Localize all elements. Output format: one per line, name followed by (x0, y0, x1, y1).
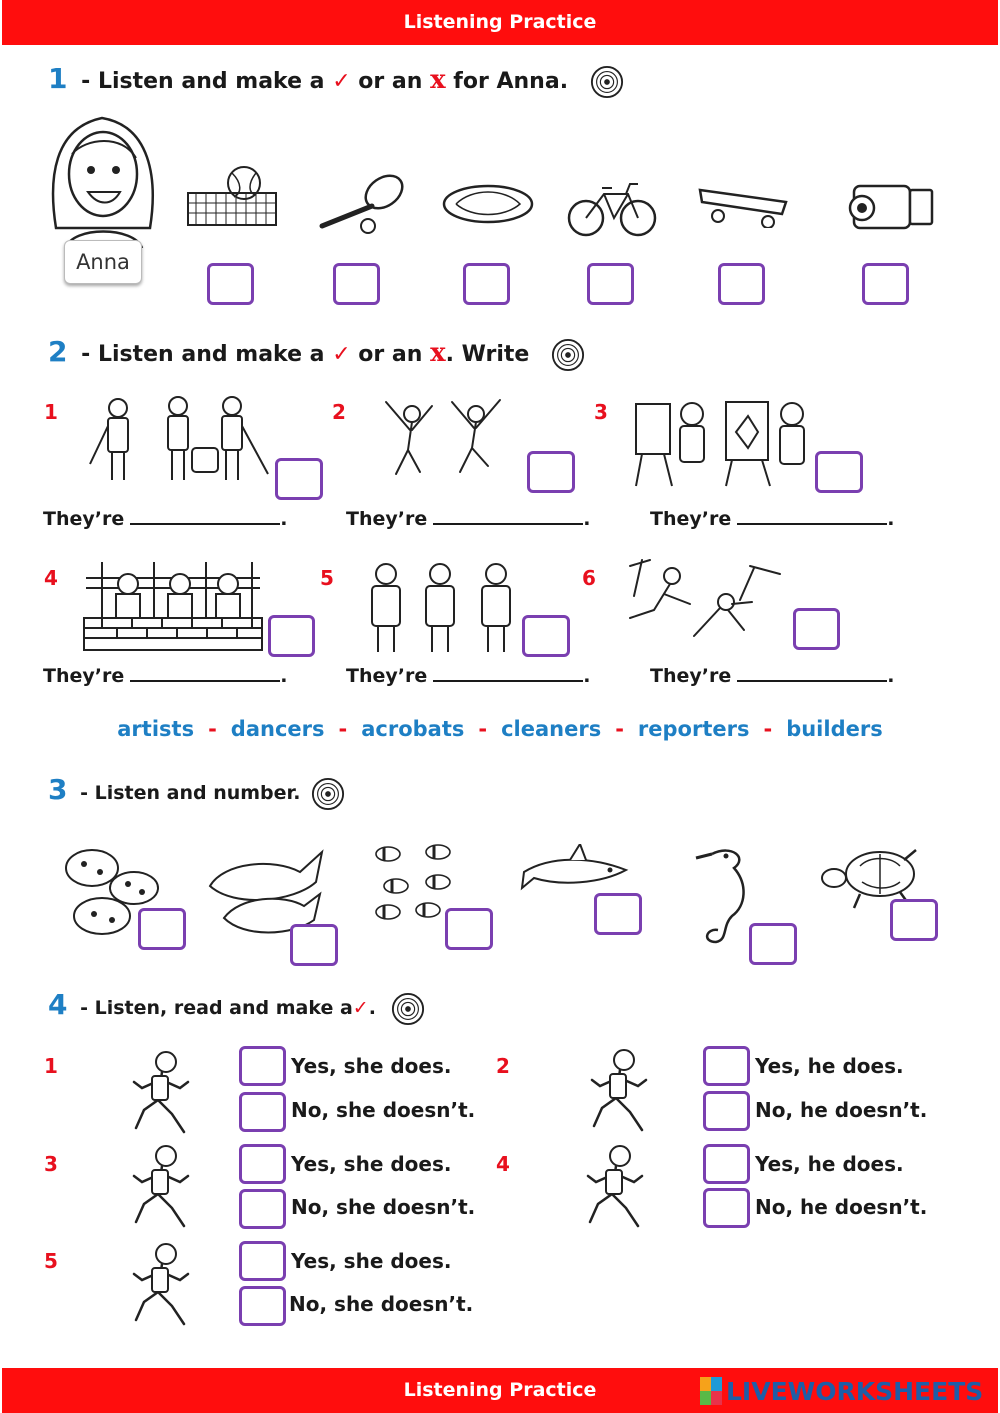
answer-box[interactable] (275, 458, 323, 500)
bicycle-picture (566, 178, 658, 238)
number-box[interactable] (594, 893, 642, 935)
sentence-line (43, 508, 287, 530)
write-blank[interactable] (737, 666, 887, 682)
item-number: 5 (320, 566, 334, 590)
sentence-suffix: . (280, 665, 288, 687)
number-box[interactable] (890, 899, 938, 941)
answer-box[interactable] (815, 451, 863, 493)
word-bank-item: dancers (230, 717, 325, 741)
sentence-prefix: They’re (346, 665, 428, 687)
sentence-prefix: They’re (650, 665, 732, 687)
no-answer: No, she doesn’t. (291, 1195, 476, 1219)
no-checkbox[interactable] (239, 1092, 286, 1132)
section-4-text: - Listen, read and make a (80, 997, 353, 1019)
anna-girl-picture (46, 108, 160, 248)
section-2-text-a: - Listen and make a (81, 342, 325, 367)
sentence-suffix: . (583, 508, 591, 530)
yes-answer: Yes, he does. (755, 1152, 904, 1176)
video-camera-picture (844, 178, 936, 234)
sentence-suffix: . (280, 508, 288, 530)
cd-audio-icon[interactable] (311, 777, 345, 811)
word-bank-item: cleaners (501, 717, 602, 741)
no-checkbox[interactable] (239, 1286, 286, 1326)
logo-squares-icon (700, 1377, 722, 1405)
section-2-number: 2 (48, 335, 68, 368)
no-checkbox[interactable] (703, 1188, 750, 1228)
skateboard-picture (696, 180, 792, 228)
number-box[interactable] (749, 923, 797, 965)
running-girl-picture (122, 1142, 202, 1232)
word-bank-separator: - (478, 717, 488, 741)
section-1-text-a: - Listen and make a (81, 69, 325, 94)
item-number: 3 (44, 1152, 58, 1176)
answer-box[interactable] (718, 263, 765, 305)
sentence-suffix: . (887, 665, 895, 687)
item-number: 2 (332, 400, 346, 424)
section-2-text-c: . Write (445, 342, 530, 367)
running-boy-picture (576, 1142, 656, 1232)
item-number: 4 (496, 1152, 510, 1176)
item-number: 1 (44, 1054, 58, 1078)
yes-checkbox[interactable] (703, 1144, 750, 1184)
section-2-text-b: or an (358, 342, 423, 367)
word-bank-item: artists (117, 717, 195, 741)
item-number: 3 (594, 400, 608, 424)
cross-icon: x (430, 338, 446, 368)
no-answer: No, she doesn’t. (291, 1098, 476, 1122)
tick-icon: ✓ (352, 997, 369, 1019)
dancers-picture (372, 392, 522, 482)
word-bank-item: acrobats (361, 717, 465, 741)
write-blank[interactable] (433, 509, 583, 525)
sentence-line (43, 665, 287, 687)
item-number: 1 (44, 400, 58, 424)
builders-picture (82, 558, 264, 654)
yes-checkbox[interactable] (239, 1046, 286, 1086)
sentence-line (346, 665, 590, 687)
artists-picture (632, 392, 828, 488)
sentence-prefix: They’re (43, 665, 125, 687)
answer-box[interactable] (333, 263, 380, 305)
running-girl-picture (122, 1240, 202, 1330)
no-checkbox[interactable] (703, 1091, 750, 1131)
no-checkbox[interactable] (239, 1189, 286, 1229)
cd-audio-icon[interactable] (391, 992, 425, 1026)
section-1-text-c: for Anna. (453, 69, 569, 94)
section-1-number: 1 (48, 62, 68, 95)
word-bank-item: reporters (637, 717, 750, 741)
tick-icon: ✓ (332, 69, 351, 94)
yes-answer: Yes, she does. (291, 1054, 452, 1078)
yes-answer: Yes, he does. (755, 1054, 904, 1078)
reporters-picture (360, 558, 520, 654)
write-blank[interactable] (433, 666, 583, 682)
cleaners-picture (82, 392, 277, 484)
sentence-suffix: . (887, 508, 895, 530)
no-answer: No, he doesn’t. (755, 1098, 928, 1122)
word-bank-separator: - (763, 717, 773, 741)
sentence-line (650, 508, 894, 530)
section-4-heading (48, 988, 425, 1026)
yes-checkbox[interactable] (703, 1046, 750, 1086)
sentence-line (346, 508, 590, 530)
volleyball-net-picture (186, 165, 278, 229)
answer-box[interactable] (862, 263, 909, 305)
number-box[interactable] (445, 908, 493, 950)
item-number: 6 (582, 566, 596, 590)
answer-box[interactable] (793, 608, 840, 650)
footer-banner: Listening Practice (2, 1368, 998, 1413)
word-bank-separator: - (615, 717, 624, 741)
sentence-line (650, 665, 894, 687)
yes-checkbox[interactable] (239, 1144, 286, 1184)
anna-name-tag: Anna (64, 240, 142, 284)
running-boy-picture (580, 1046, 660, 1136)
surfboard-picture (442, 182, 534, 226)
write-blank[interactable] (130, 666, 280, 682)
sentence-prefix: They’re (346, 508, 428, 530)
running-girl-picture (122, 1048, 202, 1138)
yes-answer: Yes, she does. (291, 1152, 452, 1176)
item-number: 4 (44, 566, 58, 590)
yes-answer: Yes, she does. (291, 1249, 452, 1273)
cd-audio-icon[interactable] (551, 338, 585, 372)
word-bank-separator: - (208, 717, 217, 741)
write-blank[interactable] (130, 509, 280, 525)
tick-icon: ✓ (332, 342, 351, 367)
word-bank-item: builders (786, 717, 883, 741)
section-3-number: 3 (48, 773, 68, 806)
sentence-prefix: They’re (43, 508, 125, 530)
section-1-text-b: or an (358, 69, 423, 94)
number-box[interactable] (138, 908, 186, 950)
word-bank (0, 717, 1000, 741)
answer-box[interactable] (207, 263, 254, 305)
word-bank-separator: - (338, 717, 348, 741)
header-banner: Listening Practice (2, 0, 998, 45)
sentence-suffix: . (583, 665, 591, 687)
section-3-text: - Listen and number. (80, 782, 301, 804)
logo-text: LIVEWORKSHEETS (726, 1376, 984, 1406)
cross-icon: x (430, 65, 446, 95)
section-4-number: 4 (48, 988, 68, 1021)
tennis-racket-picture (312, 172, 408, 236)
number-box[interactable] (290, 924, 338, 966)
section-2-heading (48, 335, 585, 372)
sentence-prefix: They’re (650, 508, 732, 530)
yes-checkbox[interactable] (239, 1241, 286, 1281)
answer-box[interactable] (522, 615, 570, 657)
answer-box[interactable] (587, 263, 634, 305)
item-number: 2 (496, 1054, 510, 1078)
shark-picture (520, 844, 632, 896)
cd-audio-icon[interactable] (590, 65, 624, 99)
no-answer: No, he doesn’t. (755, 1195, 928, 1219)
section-1-heading (48, 62, 624, 99)
answer-box[interactable] (463, 263, 510, 305)
section-3-heading (48, 773, 345, 811)
answer-box[interactable] (268, 615, 315, 657)
no-answer: No, she doesn’t. (289, 1292, 474, 1316)
section-4-end: . (368, 997, 376, 1019)
write-blank[interactable] (737, 509, 887, 525)
answer-box[interactable] (527, 451, 575, 493)
liveworksheets-logo (700, 1375, 983, 1407)
acrobats-picture (620, 556, 788, 646)
item-number: 5 (44, 1249, 58, 1273)
